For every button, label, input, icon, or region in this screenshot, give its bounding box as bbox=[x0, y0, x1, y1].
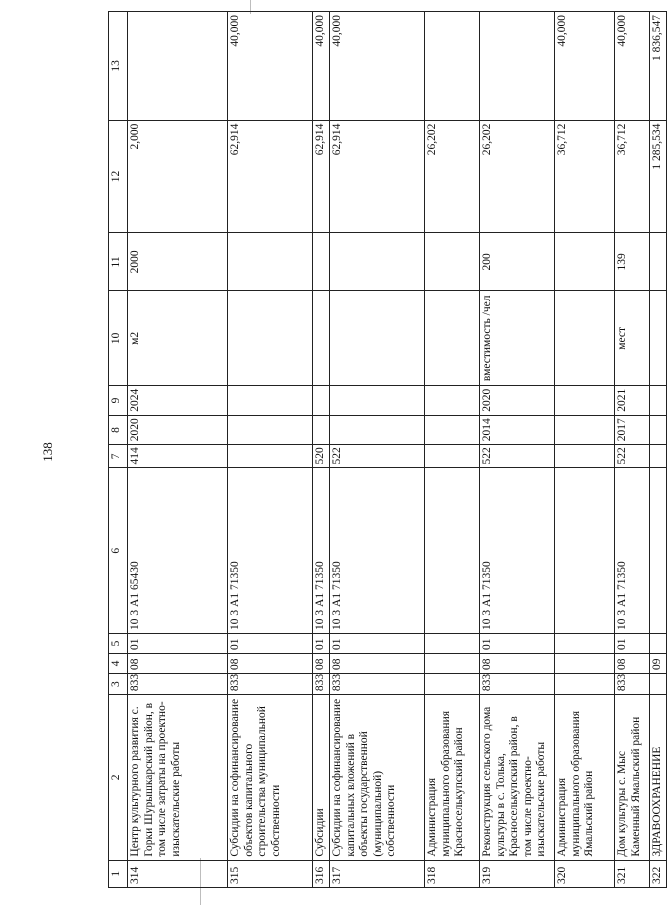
row-number: 315 bbox=[228, 860, 313, 887]
table-row bbox=[313, 12, 330, 888]
cell-section: 08 bbox=[228, 654, 313, 674]
table-row bbox=[480, 12, 555, 888]
cell-unit bbox=[555, 291, 615, 386]
cell-section: 09 bbox=[650, 654, 667, 674]
cell-section: 08 bbox=[480, 654, 555, 674]
cell-amount-12: 2,000 bbox=[128, 120, 228, 233]
cell-code-3: 833 bbox=[313, 674, 330, 695]
cell-start-year bbox=[330, 415, 425, 445]
cell-expense-type: 522 bbox=[615, 445, 650, 468]
cell-unit: мест bbox=[615, 291, 650, 386]
cell-capacity bbox=[425, 233, 480, 291]
cell-code-3: 833 bbox=[228, 674, 313, 695]
cell-subsection: 01 bbox=[313, 633, 330, 653]
table-row bbox=[330, 12, 425, 888]
budget-table bbox=[108, 11, 667, 888]
cell-amount-13: 40,000 bbox=[615, 12, 650, 121]
header-row bbox=[109, 12, 128, 888]
cell-expense-type bbox=[650, 445, 667, 468]
cell-start-year: 2017 bbox=[615, 415, 650, 445]
cell-capacity: 139 bbox=[615, 233, 650, 291]
table-row bbox=[425, 12, 480, 888]
cell-unit: м2 bbox=[128, 291, 228, 386]
cell-section: 08 bbox=[313, 654, 330, 674]
cell-target-article bbox=[425, 468, 480, 634]
cell-code-3: 833 bbox=[480, 674, 555, 695]
column-header: 2 bbox=[109, 695, 128, 861]
cell-end-year bbox=[330, 386, 425, 416]
cell-amount-12: 36,712 bbox=[555, 120, 615, 233]
cell-code-3 bbox=[650, 674, 667, 695]
table-row bbox=[555, 12, 615, 888]
cell-unit bbox=[313, 291, 330, 386]
row-name: Реконструкция сельского дома культуры в с. Толька, Красноселькупский район, в том числе проектно-изыскательские работы bbox=[480, 695, 555, 861]
table-row bbox=[128, 12, 228, 888]
cell-start-year bbox=[425, 415, 480, 445]
row-name: Субсидии на софинансирование капитальных вложений в объекты государственной (муниципальной) собственности bbox=[330, 695, 425, 861]
cell-amount-12: 26,202 bbox=[425, 120, 480, 233]
cell-subsection: 01 bbox=[330, 633, 425, 653]
cell-unit bbox=[650, 291, 667, 386]
cell-target-article bbox=[650, 468, 667, 634]
row-name: ЗДРАВООХРАНЕНИЕ bbox=[650, 695, 667, 861]
cell-end-year bbox=[425, 386, 480, 416]
cell-start-year bbox=[650, 415, 667, 445]
row-number: 319 bbox=[480, 860, 555, 887]
column-header: 7 bbox=[109, 445, 128, 468]
column-header: 13 bbox=[109, 12, 128, 121]
cell-start-year bbox=[555, 415, 615, 445]
column-header: 12 bbox=[109, 120, 128, 233]
cell-capacity bbox=[313, 233, 330, 291]
cell-end-year bbox=[650, 386, 667, 416]
cell-amount-12: 26,202 bbox=[480, 120, 555, 233]
cell-expense-type bbox=[425, 445, 480, 468]
column-header: 3 bbox=[109, 674, 128, 695]
row-name: Дом культуры с. Мыс Каменный Ямальский район bbox=[615, 695, 650, 861]
cell-expense-type: 522 bbox=[480, 445, 555, 468]
cell-start-year bbox=[228, 415, 313, 445]
column-header: 10 bbox=[109, 291, 128, 386]
cell-unit bbox=[330, 291, 425, 386]
cell-end-year bbox=[228, 386, 313, 416]
cell-target-article: 10 3 А1 71350 bbox=[615, 468, 650, 634]
page-number: 138 bbox=[40, 442, 55, 462]
cell-expense-type bbox=[555, 445, 615, 468]
cell-section: 08 bbox=[615, 654, 650, 674]
cell-amount-12: 62,914 bbox=[313, 120, 330, 233]
cell-capacity: 2000 bbox=[128, 233, 228, 291]
column-header: 9 bbox=[109, 386, 128, 416]
cell-code-3 bbox=[555, 674, 615, 695]
cell-expense-type: 522 bbox=[330, 445, 425, 468]
cell-subsection: 01 bbox=[128, 633, 228, 653]
cell-target-article: 10 3 А1 65430 bbox=[128, 468, 228, 634]
cell-start-year bbox=[313, 415, 330, 445]
cell-end-year: 2021 bbox=[615, 386, 650, 416]
table-row bbox=[650, 12, 667, 888]
row-number: 321 bbox=[615, 860, 650, 887]
cell-amount-13 bbox=[425, 12, 480, 121]
cell-start-year: 2020 bbox=[128, 415, 228, 445]
cell-expense-type: 520 bbox=[313, 445, 330, 468]
cell-section: 08 bbox=[330, 654, 425, 674]
cell-subsection bbox=[650, 633, 667, 653]
row-name: Субсидии bbox=[313, 695, 330, 861]
rotated-table-wrapper bbox=[108, 11, 663, 888]
cell-end-year bbox=[313, 386, 330, 416]
cell-code-3: 833 bbox=[330, 674, 425, 695]
cell-target-article: 10 3 А1 71350 bbox=[313, 468, 330, 634]
cell-start-year: 2014 bbox=[480, 415, 555, 445]
cell-unit: вместимость /чел bbox=[480, 291, 555, 386]
row-name: Субсидии на софинансирование объектов капитального строительства муниципальной собственности bbox=[228, 695, 313, 861]
column-header: 11 bbox=[109, 233, 128, 291]
cell-amount-12: 1 285,534 bbox=[650, 120, 667, 233]
column-header: 6 bbox=[109, 468, 128, 634]
cell-capacity: 200 bbox=[480, 233, 555, 291]
cell-target-article: 10 3 А1 71350 bbox=[480, 468, 555, 634]
table-row bbox=[615, 12, 650, 888]
cell-section: 08 bbox=[128, 654, 228, 674]
table-row bbox=[228, 12, 313, 888]
cell-amount-12: 62,914 bbox=[330, 120, 425, 233]
cell-subsection: 01 bbox=[228, 633, 313, 653]
cell-code-3: 833 bbox=[128, 674, 228, 695]
cell-subsection: 01 bbox=[480, 633, 555, 653]
cell-subsection bbox=[555, 633, 615, 653]
cell-code-3 bbox=[425, 674, 480, 695]
cell-capacity bbox=[555, 233, 615, 291]
cell-unit bbox=[425, 291, 480, 386]
column-header: 5 bbox=[109, 633, 128, 653]
cell-amount-13: 1 836,547 bbox=[650, 12, 667, 121]
cell-expense-type bbox=[228, 445, 313, 468]
cell-target-article: 10 3 А1 71350 bbox=[228, 468, 313, 634]
cell-amount-13: 40,000 bbox=[555, 12, 615, 121]
column-header: 4 bbox=[109, 654, 128, 674]
column-header: 8 bbox=[109, 415, 128, 445]
cell-amount-13: 40,000 bbox=[330, 12, 425, 121]
row-number: 316 bbox=[313, 860, 330, 887]
row-name: Администрация муниципального образования Ямальский район bbox=[555, 695, 615, 861]
column-header: 1 bbox=[109, 860, 128, 887]
cell-amount-12: 36,712 bbox=[615, 120, 650, 233]
cell-capacity bbox=[228, 233, 313, 291]
cell-amount-13 bbox=[128, 12, 228, 121]
cell-amount-13: 40,000 bbox=[313, 12, 330, 121]
cell-end-year bbox=[555, 386, 615, 416]
cell-code-3: 833 bbox=[615, 674, 650, 695]
cell-end-year: 2020 bbox=[480, 386, 555, 416]
row-name: Центр культурного развития с. Горки Шурышкарский район, в том числе затраты на проектно-изыскательские работы bbox=[128, 695, 228, 861]
cell-expense-type: 414 bbox=[128, 445, 228, 468]
row-number: 314 bbox=[128, 860, 228, 887]
cell-section bbox=[425, 654, 480, 674]
cell-end-year: 2024 bbox=[128, 386, 228, 416]
cell-capacity bbox=[650, 233, 667, 291]
cell-subsection: 01 bbox=[615, 633, 650, 653]
cell-target-article: 10 3 А1 71350 bbox=[330, 468, 425, 634]
row-number: 320 bbox=[555, 860, 615, 887]
cell-amount-12: 62,914 bbox=[228, 120, 313, 233]
cell-subsection bbox=[425, 633, 480, 653]
cell-amount-13 bbox=[480, 12, 555, 121]
row-number: 318 bbox=[425, 860, 480, 887]
row-number: 322 bbox=[650, 860, 667, 887]
row-name: Администрация муниципального образования Красноселькупский район bbox=[425, 695, 480, 861]
row-number: 317 bbox=[330, 860, 425, 887]
cell-target-article bbox=[555, 468, 615, 634]
cell-unit bbox=[228, 291, 313, 386]
cell-amount-13: 40,000 bbox=[228, 12, 313, 121]
cell-capacity bbox=[330, 233, 425, 291]
cell-section bbox=[555, 654, 615, 674]
